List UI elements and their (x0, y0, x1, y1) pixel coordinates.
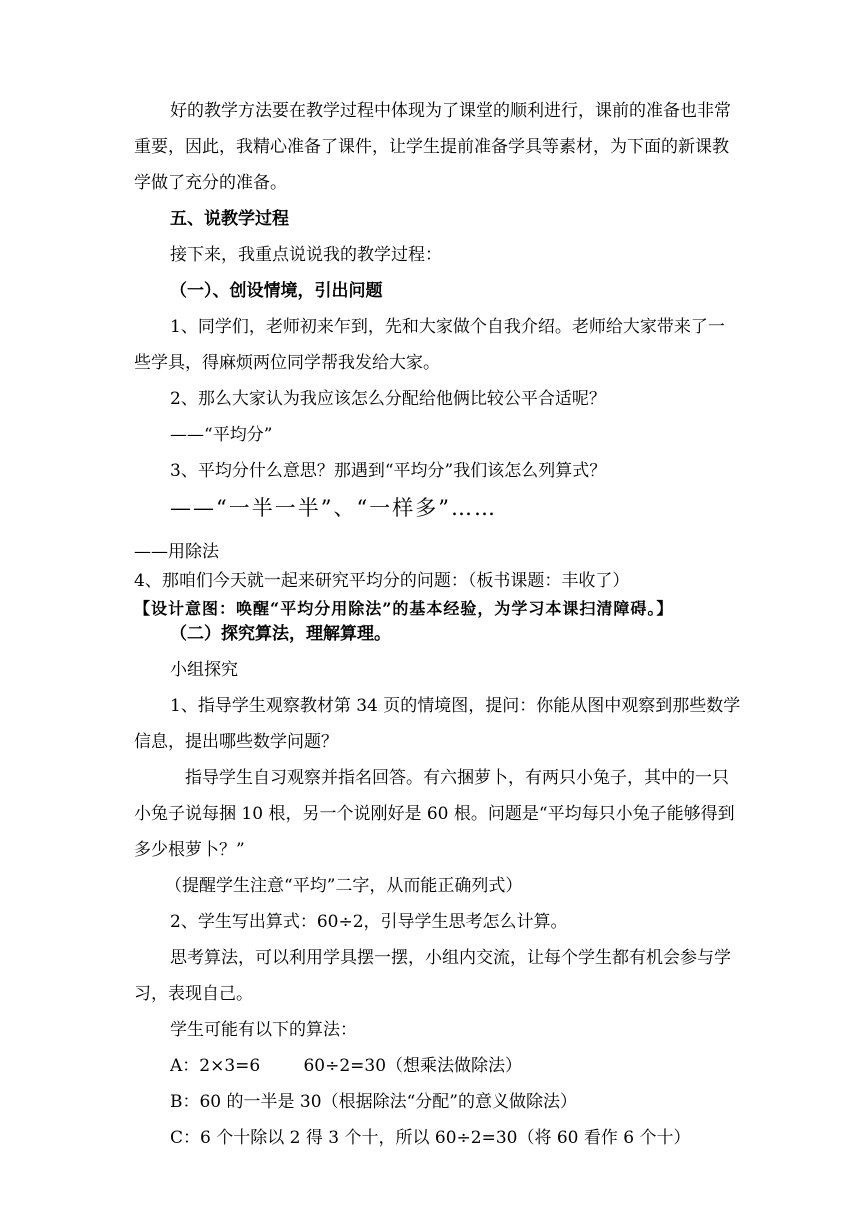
section-heading: 五、说教学过程 (170, 209, 289, 229)
body-paragraph-line: 多少根萝卜？” (134, 840, 245, 860)
algorithm-b-line: B：60 的一半是 30（根据除法“分配”的意义做除法） (170, 1092, 577, 1112)
body-paragraph-line: ——“平均分” (170, 425, 273, 445)
body-paragraph-line: 重要，因此，我精心准备了课件，让学生提前准备学具等素材，为下面的新课教 (134, 137, 729, 157)
body-paragraph-line: 思考算法，可以利用学具摆一摆，小组内交流，让每个学生都有机会参与学 (170, 948, 731, 968)
algorithm-a-line: A：2×3=6 60÷2=30（想乘法做除法） (170, 1056, 523, 1076)
body-paragraph-line: 3、平均分什么意思？那遇到“平均分”我们该怎么列算式？ (170, 461, 607, 481)
body-paragraph-line: 习，表现自己。 (134, 984, 253, 1004)
body-paragraph-line: 些学具，得麻烦两位同学帮我发给大家。 (134, 353, 440, 373)
design-intent-note: 【设计意图：唤醒“平均分用除法”的基本经验，为学习本课扫清障碍。】 (134, 599, 674, 618)
body-paragraph-line: （提醒学生注意“平均”二字，从而能正确列式） (165, 876, 523, 896)
body-paragraph-line: 2、学生写出算式：60÷2，引导学生思考怎么计算。 (170, 912, 568, 932)
body-paragraph-line: 信息，提出哪些数学问题？ (134, 732, 338, 752)
body-paragraph-line: 学做了充分的准备。 (134, 173, 287, 193)
large-quote-line: ——“一半一半”、“一样多”…… (170, 496, 497, 520)
body-paragraph-line: 好的教学方法要在教学过程中体现为了课堂的顺利进行，课前的准备也非常 (170, 101, 731, 121)
body-paragraph-line: 接下来，我重点说说我的教学过程： (170, 245, 442, 265)
subsection-heading: （二）探究算法，理解算理。 (170, 624, 391, 644)
body-paragraph-line: 小兔子说每捆 10 根，另一个说刚好是 60 根。问题是“平均每只小兔子能够得到 (134, 804, 735, 824)
body-paragraph-line: ——用除法 (134, 542, 219, 562)
body-paragraph-line: 1、同学们，老师初来乍到，先和大家做个自我介绍。老师给大家带来了一 (170, 317, 725, 337)
body-paragraph-line: 学生可能有以下的算法： (170, 1020, 357, 1040)
body-paragraph-line: 小组探究 (170, 660, 238, 680)
body-paragraph-line: 指导学生自习观察并指名回答。有六捆萝卜，有两只小兔子，其中的一只 (185, 768, 729, 788)
body-paragraph-line: 4、那咱们今天就一起来研究平均分的问题：（板书课题：丰收了） (134, 571, 630, 591)
algorithm-c-line: C：6 个十除以 2 得 3 个十，所以 60÷2=30（将 60 看作 6 个十） (170, 1128, 691, 1148)
body-paragraph-line: 2、那么大家认为我应该怎么分配给他俩比较公平合适呢？ (170, 389, 606, 409)
subsection-heading: （一）、创设情境，引出问题 (170, 281, 383, 301)
body-paragraph-line: 1、指导学生观察教材第 34 页的情境图，提问：你能从图中观察到那些数学 (170, 696, 741, 716)
